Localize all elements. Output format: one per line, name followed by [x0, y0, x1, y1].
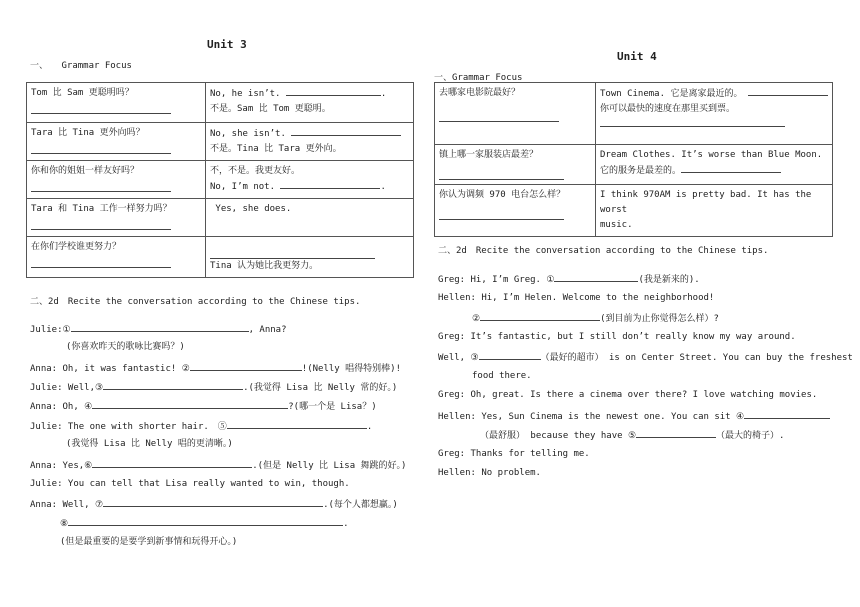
answer-blank[interactable]	[210, 248, 375, 259]
answer-blank[interactable]	[681, 163, 781, 173]
answer-blank[interactable]	[439, 209, 564, 220]
answer-text: No, I’m not.	[210, 182, 276, 192]
answer-text: Town Cinema. 它是离家最近的。	[600, 89, 743, 99]
unit3-grammar-table	[26, 82, 414, 278]
answer-text: Tina 认为她比我更努力。	[210, 261, 319, 271]
unit4-recite-heading: 二、2d Recite the conversation according to the Chinese tips.	[438, 246, 769, 256]
dialogue-line: (但是最重要的是要学到新事情和玩得开心。)	[60, 537, 238, 547]
answer-blank[interactable]	[31, 181, 171, 192]
table-row	[435, 185, 833, 237]
answer-blank[interactable]	[31, 103, 171, 114]
unit3-recite-heading: 二、2d Recite the conversation according to the Chinese tips.	[30, 297, 361, 307]
dialogue-line: Julie: Well,③ .(我觉得 Lisa 比 Nelly 常的好。)	[30, 380, 397, 395]
answer-blank[interactable]	[554, 272, 638, 282]
answer-blank[interactable]	[92, 399, 288, 409]
question-text: 在你们学校谁更努力？	[31, 242, 122, 252]
dialogue-line: Anna: Oh, ④ ?(哪一个是 Lisa？)	[30, 399, 377, 414]
answer-blank[interactable]	[286, 86, 381, 96]
table-row	[435, 145, 833, 185]
table-row	[435, 83, 833, 145]
table-row	[27, 123, 414, 161]
answer-blank[interactable]	[439, 111, 559, 122]
answer-blank[interactable]	[479, 350, 541, 360]
table-row	[27, 199, 414, 237]
table-row: Tom 比 Sam 更聪明吗？ No, he isn’t. . 不是。Sam 比 Tom 更聪明。	[27, 83, 414, 123]
answer-text: 不，不是。我更友好。	[210, 166, 301, 176]
question-text: Tom 比 Sam 更聪明吗？	[31, 88, 134, 98]
answer-blank[interactable]	[744, 409, 830, 419]
answer-blank[interactable]	[439, 169, 564, 180]
answer-blank[interactable]	[190, 361, 302, 371]
answer-blank[interactable]	[68, 516, 343, 526]
answer-blank[interactable]	[280, 179, 380, 189]
answer-blank[interactable]	[748, 86, 828, 96]
answer-blank[interactable]	[92, 458, 252, 468]
answer-blank[interactable]	[103, 380, 243, 390]
answer-text: 它的服务是最差的。	[600, 166, 682, 176]
answer-text: Yes, she does.	[215, 204, 292, 214]
table-row: 你和你的姐姐一样友好吗？ 不，不是。我更友好。 No, I’m not. .	[27, 161, 414, 199]
dialogue-line: (你喜欢昨天的歌咏比赛吗？)	[66, 342, 185, 352]
answer-blank[interactable]	[103, 497, 323, 507]
answer-text: No, he isn’t.	[210, 89, 281, 99]
question-text: Tara 比 Tina 更外向吗？	[31, 128, 145, 138]
dialogue-line: Hellen: No problem.	[438, 468, 541, 478]
dialogue-line: Greg: It’s fantastic, but I still don’t really know my way around.	[438, 332, 796, 342]
dialogue-line: Greg: Oh, great. Is there a cinema over there? I love watching movies.	[438, 390, 818, 400]
answer-text: 不是。Sam 比 Tom 更聪明。	[210, 104, 331, 114]
answer-blank[interactable]	[291, 126, 401, 136]
dialogue-line: Well, ③ （最好的超市） is on Center Street. You can buy the freshest	[438, 350, 853, 365]
question-text: 镇上哪一家服装店最差？	[439, 150, 539, 160]
table-row	[27, 237, 414, 278]
answer-text: music.	[600, 220, 633, 230]
dialogue-line: ② (到目前为止你觉得怎么样）?	[472, 311, 719, 326]
dialogue-line: food there.	[472, 371, 532, 381]
dialogue-line: Julie: The one with shorter hair. ⑤ .	[30, 419, 372, 434]
dialogue-line: （最舒服） because they have ⑤ （最大的椅子）.	[480, 428, 784, 443]
question-text: 去哪家电影院最好？	[439, 88, 521, 98]
dialogue-line: Anna: Well, ⑦ .(每个人都想赢。)	[30, 497, 398, 512]
unit4-grammar-focus-heading: 一、Grammar Focus	[434, 73, 523, 83]
answer-blank[interactable]	[600, 117, 785, 127]
dialogue-line: Anna: Oh, it was fantastic! ② !(Nelly 唱得特别棒)!	[30, 361, 401, 376]
unit3-title: Unit 3	[207, 38, 247, 51]
answer-text: I think 970AM is pretty bad. It has the worst	[600, 190, 812, 215]
answer-text: Dream Clothes. It’s worse than Blue Moon.	[600, 150, 823, 160]
dialogue-line: (我觉得 Lisa 比 Nelly 唱的更清晰。)	[66, 439, 233, 449]
answer-blank[interactable]	[480, 311, 600, 321]
dialogue-line: Hellen: Hi, I’m Helen. Welcome to the neighborhood!	[438, 293, 715, 303]
answer-blank[interactable]	[31, 257, 171, 268]
question-text: 你和你的姐姐一样友好吗？	[31, 166, 140, 176]
dialogue-line: ⑧ .	[60, 516, 349, 531]
unit4-grammar-table	[434, 82, 833, 237]
question-text: Tara 和 Tina 工作一样努力吗？	[31, 204, 172, 214]
dialogue-line: Anna: Yes,⑥ .(但是 Nelly 比 Lisa 舞跳的好。)	[30, 458, 406, 473]
dialogue-line: Hellen: Yes, Sun Cinema is the newest one. You can sit ④	[438, 409, 830, 424]
dialogue-line: Greg: Thanks for telling me.	[438, 449, 590, 459]
dialogue-line: Julie:① , Anna?	[30, 322, 287, 337]
answer-blank[interactable]	[71, 322, 249, 332]
answer-blank[interactable]	[227, 419, 367, 429]
answer-blank[interactable]	[636, 428, 716, 438]
answer-blank[interactable]	[31, 219, 171, 230]
answer-blank[interactable]	[31, 143, 171, 154]
dialogue-line: Greg: Hi, I’m Greg. ① (我是新来的).	[438, 272, 700, 287]
answer-text: 不是。Tina 比 Tara 更外向。	[210, 144, 342, 154]
unit3-grammar-focus-heading: 一、 Grammar Focus	[30, 61, 132, 71]
unit4-title: Unit 4	[617, 50, 657, 63]
dialogue-line: Julie: You can tell that Lisa really wanted to win, though.	[30, 479, 350, 489]
answer-text: 你可以最快的速度在那里买到票。	[600, 104, 736, 114]
question-text: 你认为调频 970 电台怎么样？	[439, 190, 566, 200]
answer-text: No, she isn’t.	[210, 129, 286, 139]
